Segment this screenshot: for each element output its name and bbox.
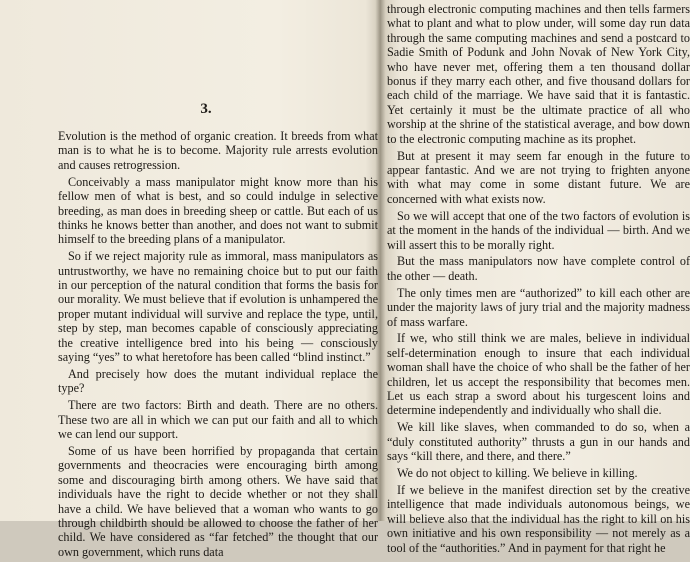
paragraph: through electronic computing machines and then tells farmers what to plant and what to plow under, will some day run data through the same computing machines and send a postcard to Sadie Smith of Podunk and John Novak of New York City, who have never met, offering them a ten thousand dollar bonus if they marry each other, and five thousand dollars for each child of the marriage. We have said that it is fantastic. Yet certainly it must be the ultimate practice of all who worship at the shrine of the statistical average, and bow down to the electronic computing machine as its prophet. <box>387 2 690 146</box>
paragraph: And precisely how does the mutant individual replace the type? <box>58 367 378 396</box>
paragraph: The only times men are “authorized” to kill each other are under the majority laws of jury trial and the majority madness of mass warfare. <box>387 285 690 329</box>
paragraph: But at present it may seem far enough in the future to appear fantastic. And we are not trying to frighten anyone with what may come in some distant future. We are concerned with what exists now. <box>387 148 690 206</box>
paragraph: Some of us have been horrified by propaganda that certain governments and theocracies were encouraging birth among some and discouraging birth among others. We have said that individuals have the right to decide whether or not they shall have a child. We have believed that a woman who wants to go through childbirth should be allowed to choose the father of her child. We have considered as “far fetched” the thought that our own government, which runs data <box>58 444 378 559</box>
paragraph: We kill like slaves, when commanded to do so, when a “duly constituted authority” thrusts a gun in our hands and says “kill there, and there, and there.” <box>387 420 690 464</box>
paragraph: So if we reject majority rule as immoral, mass manipulators as untrustworthy, we have no remaining choice but to put our faith in our perception of the natural condition that forms the basis for our morality. We must believe that if evolution is unhampered the proper mutant individual will survive and replace the type, until, step by step, man becomes capable of consciously appreciating the creative intelligence bred into his being — consciously saying “yes” to what heretofore has been called “blind instinct.” <box>58 249 378 365</box>
right-page-text <box>387 2 690 558</box>
chapter-number: 3. <box>200 101 212 117</box>
paragraph: If we believe in the manifest direction set by the creative intelligence that made individuals autonomous beings, we will believe also that the individual has the right to kill on his own initiative and his own responsibility — not merely as a tool of the “authorities.” And in payment for that right he <box>387 483 690 555</box>
right-page <box>382 0 690 555</box>
paragraph: We do not object to killing. We believe in killing. <box>397 466 638 481</box>
paragraph: Evolution is the method of organic creation. It breeds from what man is to what he is to become. Majority rule arrests evolution and causes retrogression. <box>58 129 378 172</box>
paragraph: But the mass manipulators now have complete control of the other — death. <box>387 254 690 283</box>
paragraph: Conceivably a mass manipulator might know more than his fellow men of what is best, and so could indulge in selective breeding, as man does in breeding sheep or cattle. But each of us thinks he knows better than another, and does not want to submit himself to the breeding plans of a manipulator. <box>58 174 378 247</box>
paragraph: If we, who still think we are males, believe in individual self-determination enough to insure that each individual woman shall have the choice of who shall be the father of her children, let us accept the responsibility that becomes men. Let us each strap a sword about his turgescent loins and determine independently and individually who shall die. <box>387 331 690 418</box>
paragraph: There are two factors: Birth and death. There are no others. These two are all in which we can put our faith and all to which we can lend our support. <box>58 398 378 442</box>
left-page-text <box>58 129 378 562</box>
paragraph: So we will accept that one of the two factors of evolution is at the moment in the hands of the individual — birth. And we will assert this to be morally right. <box>387 208 690 252</box>
